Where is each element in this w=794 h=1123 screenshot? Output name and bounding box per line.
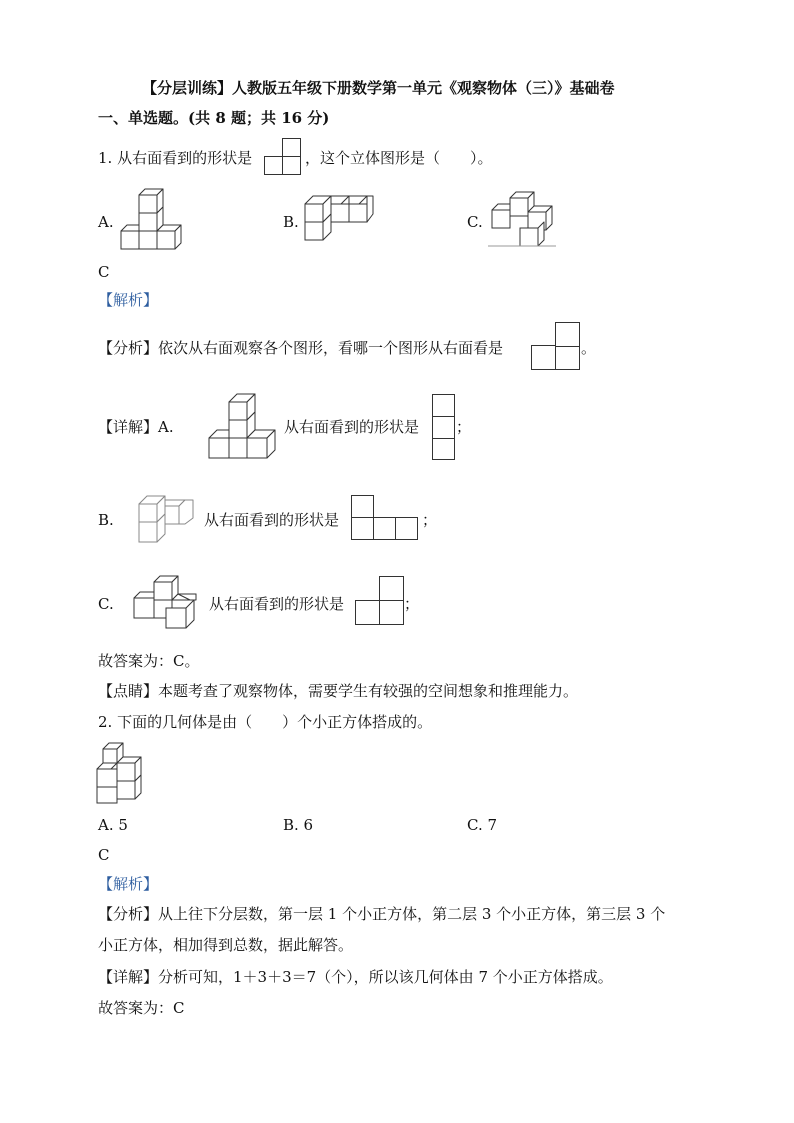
q1-detail-b-semicolon: ； xyxy=(422,511,438,529)
q1-right-view-icon xyxy=(264,138,304,176)
q1-detail-b-view-icon xyxy=(351,495,419,541)
q1-detail-b-label: B. xyxy=(98,511,114,529)
q1-option-a-label: A. xyxy=(98,213,114,231)
section-heading: 一、单选题。(共 8 题；共 16 分) xyxy=(98,109,330,127)
q1-fenxi-start: 【分析】依次从右面观察各个图形，看哪一个图形从右面看是 xyxy=(98,339,504,357)
q2-option-b: B. 6 xyxy=(283,816,314,834)
q2-answer: C xyxy=(98,846,110,864)
q2-fenxi-line2: 小正方体，相加得到总数，据此解答。 xyxy=(98,936,354,954)
q1-detail-c-text: 从右面看到的形状是 xyxy=(209,595,345,613)
q1-detail-b-text: 从右面看到的形状是 xyxy=(204,511,340,529)
q1-fenxi-end: 。 xyxy=(581,339,597,357)
q2-option-a: A. 5 xyxy=(98,816,128,834)
q1-option-b-cube-icon xyxy=(305,196,375,242)
q1-detail-b-cube-icon xyxy=(137,496,199,544)
q2-stem: 2. 下面的几何体是由（ ）个小正方体搭成的。 xyxy=(98,713,433,731)
q2-xiangjie: 【详解】分析可知，1＋3＋3＝7（个），所以该几何体由 7 个小正方体搭成。 xyxy=(98,968,613,986)
document-title: 【分层训练】人教版五年级下册数学第一单元《观察物体（三）》基础卷 xyxy=(142,79,615,97)
q1-jiexi-label: 【解析】 xyxy=(98,291,159,309)
q1-xiangjie-label: 【详解】A. xyxy=(98,418,174,436)
q1-stem-end: ，这个立体图形是（ ）。 xyxy=(305,149,493,167)
q1-detail-c-semicolon: ； xyxy=(404,595,420,613)
q2-option-c: C. 7 xyxy=(467,816,498,834)
q1-detail-a-view-icon xyxy=(432,394,456,460)
q2-cube-stack-icon xyxy=(97,743,147,805)
q1-option-a-cube-icon xyxy=(121,189,191,249)
q2-fenxi-line1: 【分析】从上往下分层数，第一层 1 个小正方体，第二层 3 个小正方体，第三层 3 个 xyxy=(98,905,666,923)
q1-option-c-label: C. xyxy=(467,213,483,231)
q2-final-answer: 故答案为：C xyxy=(98,999,185,1017)
q1-detail-a-semicolon: ； xyxy=(456,418,472,436)
q1-detail-c-label: C. xyxy=(98,595,114,613)
q1-stem-start: 1. 从右面看到的形状是 xyxy=(98,149,253,167)
q1-option-c-cube-icon xyxy=(488,192,558,248)
q1-detail-a-text: 从右面看到的形状是 xyxy=(284,418,420,436)
q1-detail-a-cube-icon xyxy=(209,394,279,460)
q1-option-b-label: B. xyxy=(283,213,299,231)
q1-detail-c-view-icon xyxy=(355,576,405,626)
q1-answer: C xyxy=(98,263,110,281)
q1-fenxi-view-icon xyxy=(531,322,581,370)
q2-jiexi-label: 【解析】 xyxy=(98,875,159,893)
q1-dianjing: 【点睛】本题考查了观察物体，需要学生有较强的空间想象和推理能力。 xyxy=(98,682,579,700)
q1-detail-c-cube-icon xyxy=(132,576,204,630)
q1-final-answer: 故答案为：C。 xyxy=(98,652,200,670)
